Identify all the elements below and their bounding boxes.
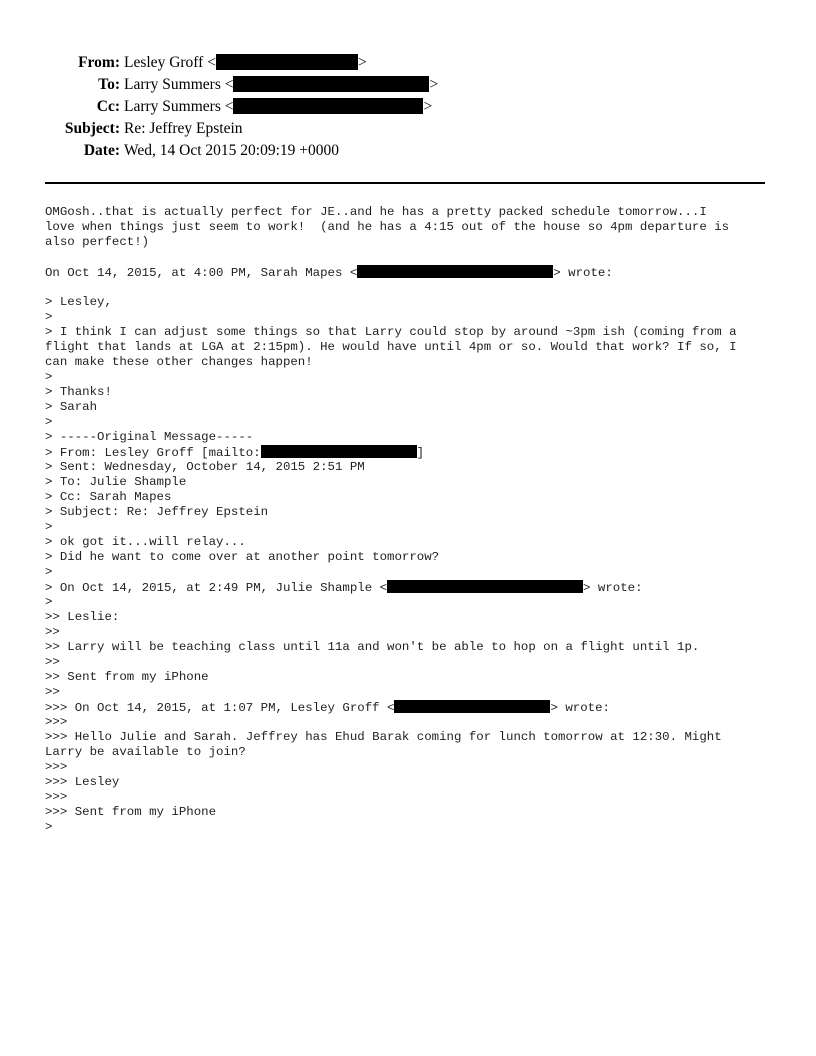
blank-line xyxy=(45,250,775,265)
quote-line: >> Leslie: xyxy=(45,610,120,624)
from-lt: < xyxy=(207,54,216,71)
quote-line: > To: Julie Shample xyxy=(45,475,187,489)
redaction-block xyxy=(233,76,429,92)
quote-prefix: > From: Lesley Groff [mailto: xyxy=(45,446,261,460)
quote-line xyxy=(45,700,775,715)
quote-line: > xyxy=(45,595,53,609)
subject-row xyxy=(0,118,816,140)
quote-line: > xyxy=(45,820,53,834)
quote-line: > -----Original Message----- xyxy=(45,430,254,444)
quote-line: >>> Hello Julie and Sarah. Jeffrey has Ehud Barak coming for lunch tomorrow at 12:30. Might xyxy=(45,730,722,744)
quote-line: >>> xyxy=(45,790,68,804)
redaction-block xyxy=(394,700,550,713)
cc-row xyxy=(0,96,816,118)
wrote-line xyxy=(45,265,775,280)
cc-lt: < xyxy=(224,98,234,115)
date-label: Date: xyxy=(83,142,120,159)
quote-line: > xyxy=(45,370,53,384)
wrote-suffix: > wrote: xyxy=(553,266,613,280)
quote-line: >>> Lesley xyxy=(45,775,120,789)
redaction-block xyxy=(261,445,417,458)
from-label: From: xyxy=(78,54,120,71)
from-name: Lesley Groff xyxy=(124,54,204,71)
quote-prefix: >>> On Oct 14, 2015, at 1:07 PM, Lesley Groff < xyxy=(45,701,395,715)
redaction-block xyxy=(357,265,553,278)
quote-suffix: > wrote: xyxy=(550,701,610,715)
quote-line: >>> Sent from my iPhone xyxy=(45,805,217,819)
to-name: Larry Summers xyxy=(124,76,221,93)
quote-line: > xyxy=(45,415,53,429)
quote-suffix: ] xyxy=(416,446,425,460)
quote-line xyxy=(45,580,775,595)
subject-label: Subject: xyxy=(64,120,120,137)
quote-line: Larry be available to join? xyxy=(45,745,246,759)
quote-line: >> xyxy=(45,685,60,699)
email-header xyxy=(0,52,816,162)
blank-line xyxy=(45,280,775,295)
header-divider xyxy=(45,182,765,184)
body-line: love when things just seem to work! (and he has a 4:15 out of the house so 4pm departure is xyxy=(45,220,730,234)
to-lt: < xyxy=(224,76,234,93)
quote-line: > xyxy=(45,520,53,534)
subject-value: Re: Jeffrey Epstein xyxy=(124,120,243,137)
date-value: Wed, 14 Oct 2015 20:09:19 +0000 xyxy=(124,142,340,159)
to-gt: > xyxy=(429,76,439,93)
date-row xyxy=(0,140,816,162)
quote-prefix: > On Oct 14, 2015, at 2:49 PM, Julie Shample < xyxy=(45,581,388,595)
to-value xyxy=(124,74,438,96)
quote-line: can make these other changes happen! xyxy=(45,355,313,369)
quote-line: > Cc: Sarah Mapes xyxy=(45,490,172,504)
to-label: To: xyxy=(98,76,120,93)
quote-line: > Thanks! xyxy=(45,385,112,399)
from-value xyxy=(124,52,367,74)
quote-line: >> Sent from my iPhone xyxy=(45,670,209,684)
quote-line: > Sarah xyxy=(45,400,98,414)
quote-line: >> xyxy=(45,655,60,669)
wrote-prefix: On Oct 14, 2015, at 4:00 PM, Sarah Mapes < xyxy=(45,266,358,280)
quote-line: >> Larry will be teaching class until 11a and won't be able to hop on a flight until 1p. xyxy=(45,640,700,654)
quote-line: > Lesley, xyxy=(45,295,112,309)
redaction-block xyxy=(387,580,583,593)
quote-line: flight that lands at LGA at 2:15pm). He would have until 4pm or so. Would that work? If so, I xyxy=(45,340,737,354)
to-row xyxy=(0,74,816,96)
quote-line: > Subject: Re: Jeffrey Epstein xyxy=(45,505,269,519)
from-row xyxy=(0,52,816,74)
redaction-block xyxy=(233,98,423,114)
quote-line: > Sent: Wednesday, October 14, 2015 2:51 PM xyxy=(45,460,365,474)
cc-name: Larry Summers xyxy=(124,98,221,115)
quote-line: >> xyxy=(45,625,60,639)
cc-value xyxy=(124,96,432,118)
quote-line xyxy=(45,445,775,460)
quote-line: >>> xyxy=(45,715,68,729)
redaction-block xyxy=(216,54,358,70)
email-body xyxy=(45,205,775,835)
from-gt: > xyxy=(357,54,367,71)
quote-line: > Did he want to come over at another point tomorrow? xyxy=(45,550,440,564)
cc-gt: > xyxy=(423,98,433,115)
quote-line: >>> xyxy=(45,760,68,774)
body-line: also perfect!) xyxy=(45,235,150,249)
quote-line: > I think I can adjust some things so that Larry could stop by around ~3pm ish (coming from a xyxy=(45,325,737,339)
quote-line: > ok got it...will relay... xyxy=(45,535,246,549)
quote-line: > xyxy=(45,310,53,324)
body-line: OMGosh..that is actually perfect for JE..and he has a pretty packed schedule tomorrow...I xyxy=(45,205,707,219)
quote-line: > xyxy=(45,565,53,579)
quote-suffix: > wrote: xyxy=(583,581,643,595)
cc-label: Cc: xyxy=(96,98,120,115)
